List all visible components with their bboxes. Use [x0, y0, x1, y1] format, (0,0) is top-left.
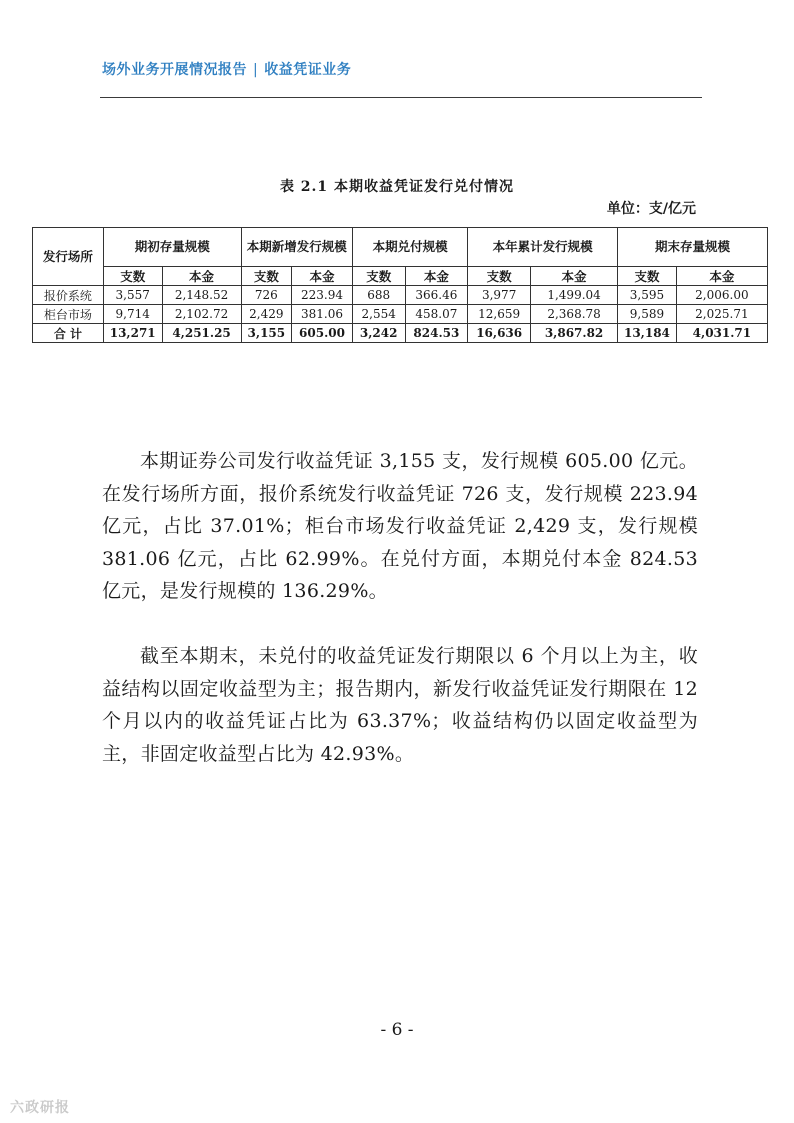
- watermark: 六政研报: [10, 1100, 70, 1116]
- header-report-title: 场外业务开展情况报告: [102, 62, 247, 78]
- sub-header: 支数: [103, 267, 162, 286]
- cell: 4,251.25: [162, 324, 241, 343]
- table-row: [33, 305, 768, 324]
- table-total-row: [33, 324, 768, 343]
- cell: 824.53: [405, 324, 468, 343]
- sub-header: 本金: [405, 267, 468, 286]
- cell: 2,006.00: [676, 286, 767, 305]
- cell: 2,554: [352, 305, 405, 324]
- body-text: [102, 640, 698, 770]
- page-number: - 6 -: [380, 1020, 414, 1040]
- sub-header: 支数: [241, 267, 292, 286]
- sub-header: 本金: [531, 267, 618, 286]
- cell: 3,595: [618, 286, 677, 305]
- cell: 605.00: [292, 324, 353, 343]
- cell: 3,977: [468, 286, 531, 305]
- cell: 2,148.52: [162, 286, 241, 305]
- group-header: 期初存量规模: [103, 228, 241, 267]
- cell: 366.46: [405, 286, 468, 305]
- group-header: 本年累计发行规模: [468, 228, 618, 267]
- table-row: [33, 286, 768, 305]
- sub-header: 支数: [468, 267, 531, 286]
- cell: 16,636: [468, 324, 531, 343]
- cell: 9,589: [618, 305, 677, 324]
- cell: 2,025.71: [676, 305, 767, 324]
- cell: 458.07: [405, 305, 468, 324]
- table-title: 表 2.1 本期收益凭证发行兑付情况: [279, 179, 515, 195]
- header-rule: [100, 97, 702, 98]
- group-header: 本期新增发行规模: [241, 228, 352, 267]
- header-separator: |: [253, 62, 259, 78]
- cell: 12,659: [468, 305, 531, 324]
- cell: 688: [352, 286, 405, 305]
- issuance-table: [32, 227, 768, 343]
- cell: 223.94: [292, 286, 353, 305]
- cell: 3,557: [103, 286, 162, 305]
- paragraph: 本期证券公司发行收益凭证 3,155 支，发行规模 605.00 亿元。在发行场所方面，报价系统发行收益凭证 726 支，发行规模 223.94 亿元，占比 37.01%；柜台市场发行收益凭证 2,429 支，发行规模 381.06 亿元，占比 62.99%。在兑付方面，本期兑付本金 824.53 亿元，是发行规模的 136.29%。: [102, 450, 698, 603]
- cell: 9,714: [103, 305, 162, 324]
- running-header: [102, 59, 351, 79]
- cell: 2,368.78: [531, 305, 618, 324]
- cell: 3,242: [352, 324, 405, 343]
- group-header: 期末存量规模: [618, 228, 768, 267]
- cell: 2,102.72: [162, 305, 241, 324]
- sub-header: 本金: [292, 267, 353, 286]
- cell: 381.06: [292, 305, 353, 324]
- cell: 1,499.04: [531, 286, 618, 305]
- cell: 13,271: [103, 324, 162, 343]
- sub-header: 本金: [676, 267, 767, 286]
- row-label: 柜台市场: [33, 305, 104, 324]
- row-label: 报价系统: [33, 286, 104, 305]
- header-section-title: 收益凭证业务: [264, 62, 352, 78]
- sub-header: 支数: [352, 267, 405, 286]
- cell: 3,867.82: [531, 324, 618, 343]
- table-group-header-row: [33, 228, 768, 267]
- group-header: 本期兑付规模: [352, 228, 467, 267]
- cell: 4,031.71: [676, 324, 767, 343]
- cell: 2,429: [241, 305, 292, 324]
- table-sub-header-row: [33, 267, 768, 286]
- row-label: 合 计: [33, 324, 104, 343]
- sub-header: 本金: [162, 267, 241, 286]
- table-unit: 单位：支/亿元: [606, 201, 696, 217]
- body-text: [102, 445, 698, 608]
- cell: 726: [241, 286, 292, 305]
- cell: 3,155: [241, 324, 292, 343]
- paragraph: 截至本期末，未兑付的收益凭证发行期限以 6 个月以上为主，收益结构以固定收益型为主；报告期内，新发行收益凭证发行期限在 12 个月以内的收益凭证占比为 63.37%；收益结构仍以固定收益型为主，非固定收益型占比为 42.93%。: [102, 645, 698, 765]
- cell: 13,184: [618, 324, 677, 343]
- sub-header: 支数: [618, 267, 677, 286]
- corner-header: 发行场所: [33, 228, 104, 286]
